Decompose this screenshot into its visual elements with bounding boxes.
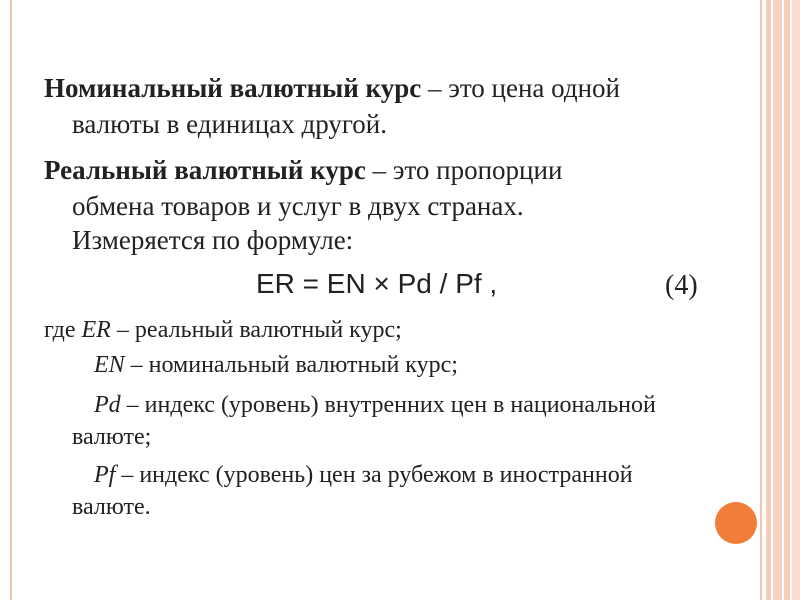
where-item-er <box>44 315 402 345</box>
symbol-er: ER <box>81 317 111 343</box>
decor-stripe <box>766 0 771 600</box>
desc-er: – реальный валютный курс; <box>110 317 402 343</box>
desc-en: – номинальный валютный курс; <box>124 352 458 378</box>
def2-text: – это пропорции <box>365 155 563 185</box>
where-item-en <box>94 350 458 380</box>
def1-term: Номинальный валютный курс <box>44 73 422 103</box>
symbol-en: EN <box>94 352 125 378</box>
decor-circle <box>715 502 757 544</box>
desc-pf: – индекс (уровень) цен за рубежом в иностранной <box>115 462 633 488</box>
def1-line1 <box>44 72 620 104</box>
def1-text: – это цена одной <box>421 73 620 103</box>
where-item-pd-cont: валюте; <box>72 424 152 450</box>
def2-line1 <box>44 154 562 186</box>
desc-pd: – индекс (уровень) внутренних цен в национальной <box>120 392 656 418</box>
decor-stripe <box>792 0 800 600</box>
where-item-pf <box>94 460 633 490</box>
decor-stripe <box>784 0 790 600</box>
symbol-pd: Pd <box>94 392 121 418</box>
def2-term: Реальный валютный курс <box>44 155 366 185</box>
where-item-pd <box>94 390 656 420</box>
def2-line2: обмена товаров и услуг в двух странах. <box>72 191 524 221</box>
symbol-pf: Pf <box>94 462 116 488</box>
def1-line2: валюты в единицах другой. <box>72 109 387 139</box>
formula-number: (4) <box>665 270 698 301</box>
where-prefix: где <box>44 317 82 343</box>
decor-stripe <box>773 0 782 600</box>
where-item-pf-cont: валюте. <box>72 494 151 520</box>
def2-line3: Измеряется по формуле: <box>72 225 354 255</box>
formula: ER = EN × Pd / Pf , <box>256 268 498 299</box>
